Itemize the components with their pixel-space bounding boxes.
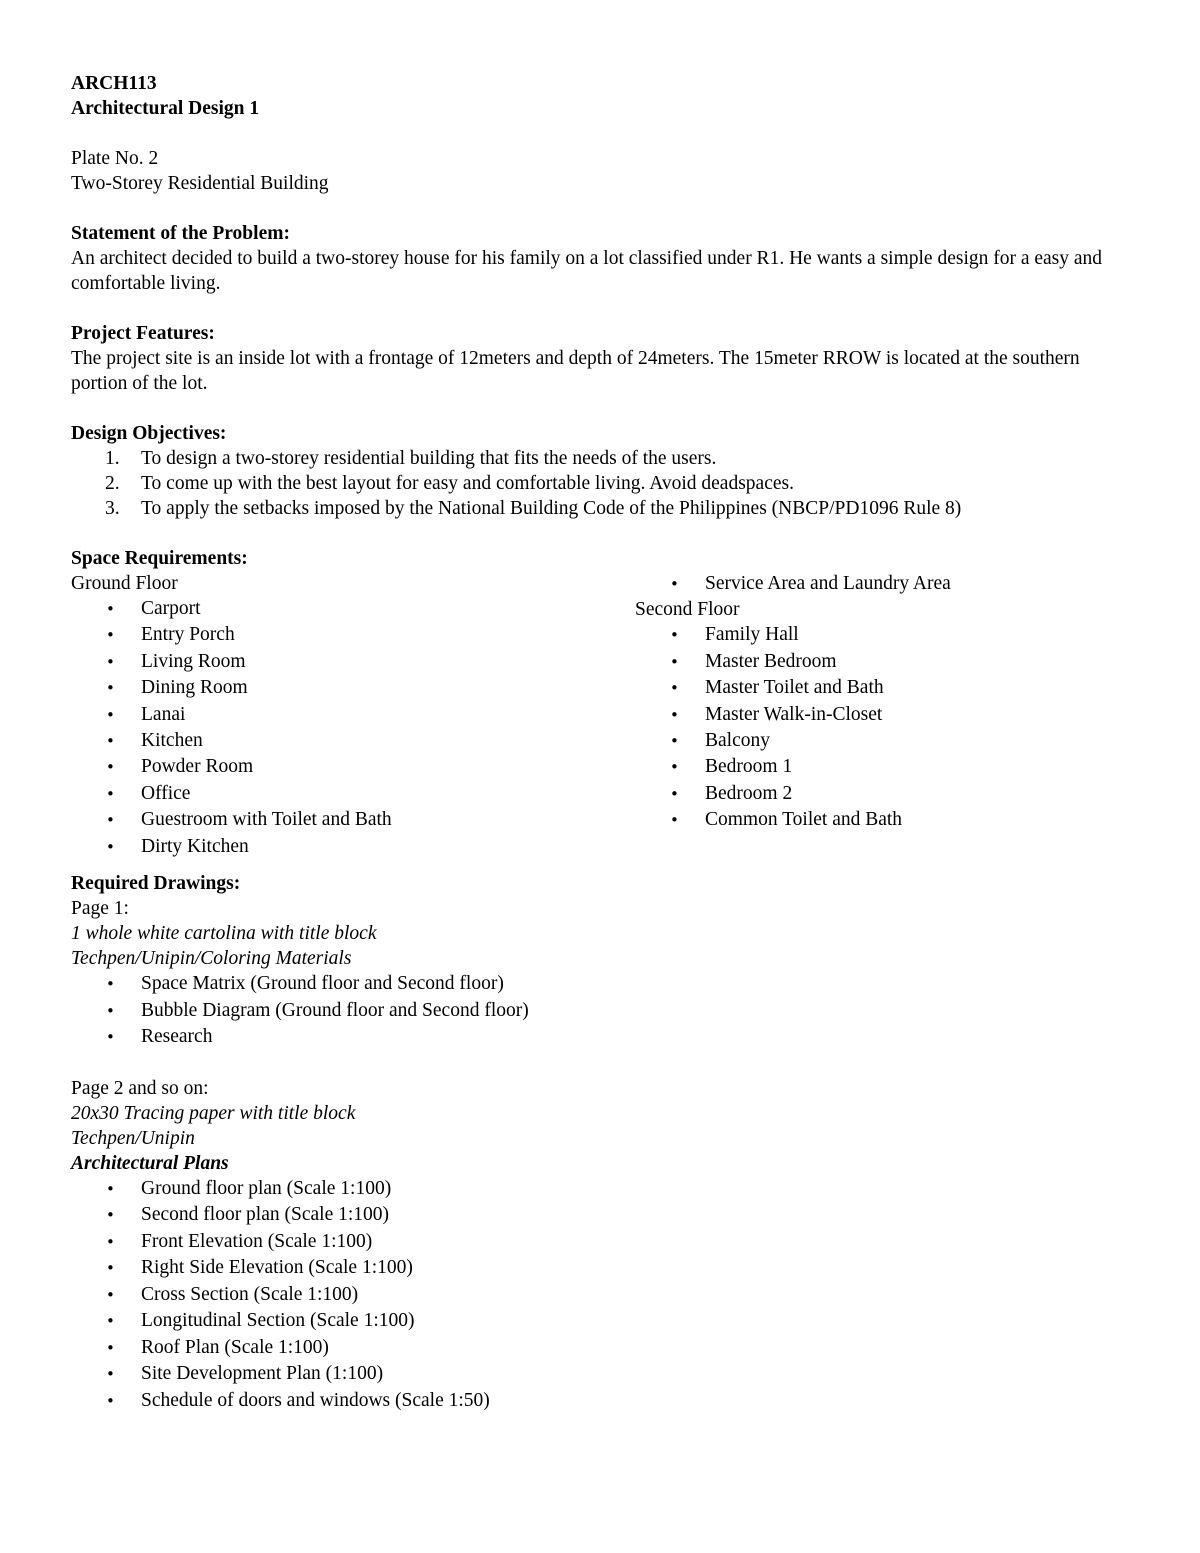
ground-floor-list-continued: [635, 571, 1131, 597]
list-item: • Living Room: [71, 649, 631, 675]
drawings-heading: Required Drawings:: [71, 873, 241, 894]
list-item: • Bedroom 1: [635, 754, 1131, 780]
page2-tools: Techpen/Unipin: [71, 1127, 195, 1149]
list-item: • Kitchen: [71, 728, 631, 754]
list-item: • Longitudinal Section (Scale 1:100): [71, 1308, 1131, 1335]
plate-title: Two-Storey Residential Building: [71, 173, 329, 194]
space-columns: [71, 571, 1131, 871]
space-heading: Space Requirements:: [71, 548, 248, 569]
list-item: • Front Elevation (Scale 1:100): [71, 1229, 1131, 1256]
list-item: • Dining Room: [71, 675, 631, 701]
features-text: The project site is an inside lot with a frontage of 12meters and depth of 24meters. The 15meter RROW is located at the southern portion of the lot.: [71, 348, 1080, 394]
list-item: • Master Walk-in-Closet: [635, 702, 1131, 728]
list-item: • Guestroom with Toilet and Bath: [71, 807, 631, 833]
page1-material: 1 whole white cartolina with title block: [71, 923, 377, 944]
list-item: • Site Development Plan (1:100): [71, 1361, 1131, 1388]
ground-floor-list: [71, 596, 631, 860]
objectives-list: [71, 446, 1131, 521]
list-item: • Second floor plan (Scale 1:100): [71, 1202, 1131, 1229]
space-column-left: [71, 571, 631, 860]
objectives-heading: Design Objectives:: [71, 423, 227, 444]
list-item: • Cross Section (Scale 1:100): [71, 1282, 1131, 1309]
features-heading: Project Features:: [71, 323, 215, 344]
list-item: • Balcony: [635, 728, 1131, 754]
ground-floor-label: Ground Floor: [71, 573, 178, 594]
course-code: ARCH113: [71, 73, 157, 94]
list-item: • Schedule of doors and windows (Scale 1:50): [71, 1388, 1131, 1415]
page2-list: [71, 1176, 1131, 1415]
page2-label: Page 2 and so on:: [71, 1077, 209, 1099]
list-item: • Master Bedroom: [635, 649, 1131, 675]
plate-number: Plate No. 2: [71, 148, 159, 169]
list-item: • Office: [71, 781, 631, 807]
list-item: 3. To apply the setbacks imposed by the National Building Code of the Philippines (NBCP/PD1096 Rule 8): [105, 498, 962, 519]
list-item: • Bedroom 2: [635, 781, 1131, 807]
document-page: [71, 71, 1131, 1414]
list-item: • Entry Porch: [71, 622, 631, 648]
list-item: • Lanai: [71, 702, 631, 728]
page1-tools: Techpen/Unipin/Coloring Materials: [71, 948, 352, 969]
list-item: • Right Side Elevation (Scale 1:100): [71, 1255, 1131, 1282]
list-item: • Common Toilet and Bath: [635, 807, 1131, 833]
list-item: • Powder Room: [71, 754, 631, 780]
page1-label: Page 1:: [71, 898, 129, 919]
second-floor-label: Second Floor: [635, 599, 740, 621]
course-title: Architectural Design 1: [71, 98, 260, 119]
list-item: 1. To design a two-storey residential building that fits the needs of the users.: [105, 448, 717, 469]
list-item: 2. To come up with the best layout for easy and comfortable living. Avoid deadspaces.: [105, 473, 794, 494]
list-item: • Ground floor plan (Scale 1:100): [71, 1176, 1131, 1203]
list-item: • Family Hall: [635, 622, 1131, 648]
problem-text: An architect decided to build a two-storey house for his family on a lot classified under R1. He wants a simple design for a easy and comfortable living.: [71, 248, 1103, 294]
list-item: • Roof Plan (Scale 1:100): [71, 1335, 1131, 1362]
list-item: • Dirty Kitchen: [71, 834, 631, 860]
page1-list: [71, 971, 1131, 1051]
list-item: • Master Toilet and Bath: [635, 675, 1131, 701]
list-item: • Space Matrix (Ground floor and Second floor): [71, 971, 1131, 998]
list-item: • Research: [71, 1024, 1131, 1051]
page2-material: 20x30 Tracing paper with title block: [71, 1102, 356, 1124]
problem-heading: Statement of the Problem:: [71, 223, 290, 244]
list-item: • Carport: [71, 596, 631, 622]
architectural-plans-heading: Architectural Plans: [71, 1152, 229, 1174]
list-item: • Service Area and Laundry Area: [635, 571, 1131, 597]
second-floor-list: [635, 622, 1131, 833]
space-column-right: [635, 571, 1131, 834]
list-item: • Bubble Diagram (Ground floor and Second floor): [71, 998, 1131, 1025]
